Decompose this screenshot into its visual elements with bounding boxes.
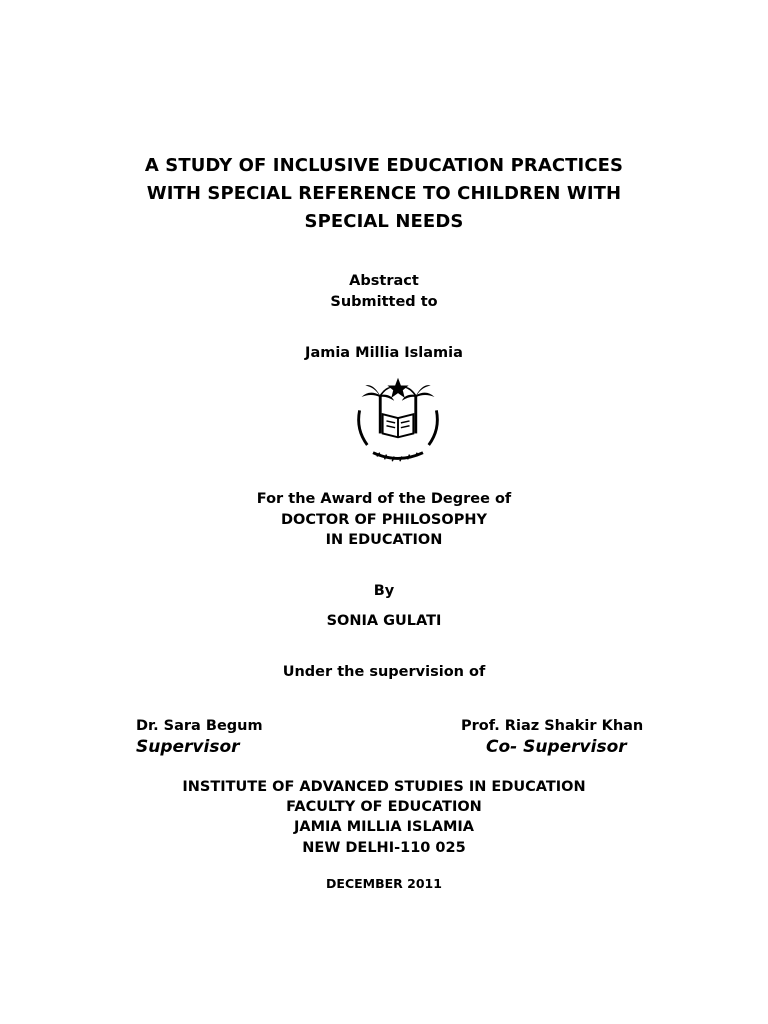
co-supervisor-name: Prof. Riaz Shakir Khan [461,718,644,734]
supervisor-name: Dr. Sara Begum [136,718,263,734]
supervision-heading: Under the supervision of [282,664,486,680]
university-emblem-icon [350,372,446,468]
author-name: SONIA GULATI [326,613,442,629]
co-supervisor-role: Co- Supervisor [486,737,627,757]
title-line-1: A STUDY OF INCLUSIVE EDUCATION PRACTICES [144,155,624,176]
institute-line-3: JAMIA MILLIA ISLAMIA [293,819,475,835]
submitted-to-label: Submitted to [330,294,438,310]
abstract-label: Abstract [349,273,419,289]
title-line-3: SPECIAL NEEDS [304,211,464,232]
institute-line-2: FACULTY OF EDUCATION [286,799,482,815]
institute-line-4: NEW DELHI-110 025 [302,840,466,856]
degree-line-2: DOCTOR OF PHILOSOPHY [281,512,487,528]
title-line-2: WITH SPECIAL REFERENCE TO CHILDREN WITH [146,183,622,204]
degree-line-3: IN EDUCATION [325,532,443,548]
institute-line-1: INSTITUTE OF ADVANCED STUDIES IN EDUCATION [182,779,586,795]
university-name: Jamia Millia Islamia [305,345,463,361]
supervisor-role: Supervisor [136,737,240,757]
degree-line-1: For the Award of the Degree of [256,491,512,507]
submission-date: DECEMBER 2011 [326,876,442,891]
by-label: By [373,583,395,599]
